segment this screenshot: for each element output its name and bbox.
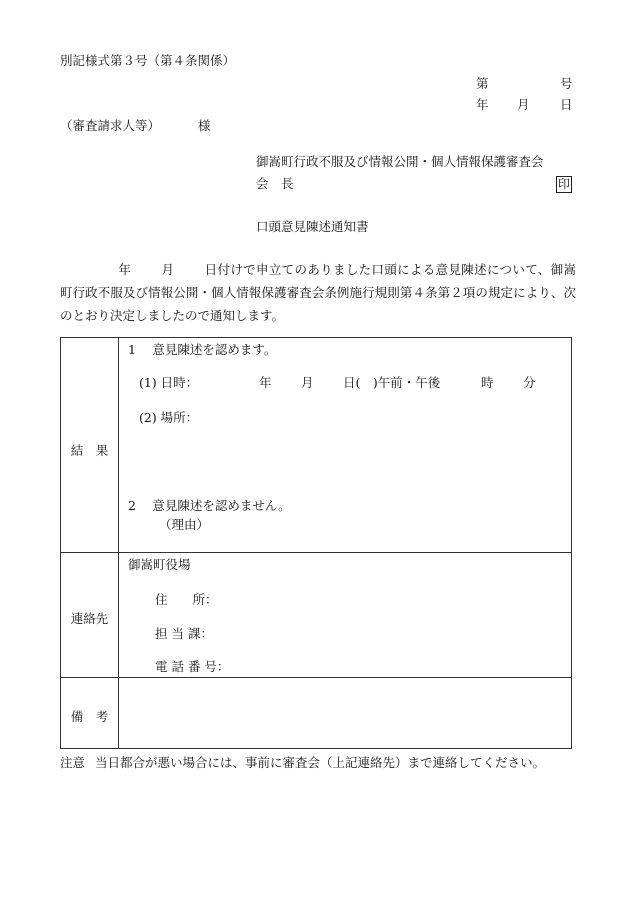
date-day: 日 [560,97,573,112]
datetime-label: (1) 日時： [139,375,199,390]
date-year: 年 [476,97,489,112]
footer-note [60,752,580,774]
body-year: 年 [118,262,132,277]
result-row [61,338,572,553]
contact-content-cell [119,553,572,678]
date-month: 月 [517,97,530,112]
result-label-cell [61,338,119,553]
body-text1: 日付けで申立てのありました口頭による意見陳述について、 [204,262,551,277]
remarks-content-cell [119,678,572,749]
contact-org: 御嵩町役場 [128,557,191,572]
form-id: 別記様式第３号（第４条関係） [60,53,236,68]
item-allow: 1 意見陳述を認めます。 [128,342,277,357]
phone-label: 電 話 番 号： [155,659,230,674]
body-month: 月 [161,262,175,277]
contact-label-cell [61,553,119,678]
dt-day-ampm: 日( )午前・午後 [343,375,441,390]
addressee: （審査請求人等） [60,118,161,133]
body-paragraph [60,258,576,327]
issuer-org: 御嵩町行政不服及び情報公開・個人情報保護審査会 [256,154,544,169]
reason-label: （理由） [159,517,210,532]
address-label: 住 所： [155,592,218,607]
result-label: 結 果 [70,443,109,458]
remarks-label: 備 考 [70,709,109,724]
dt-minute: 分 [523,375,536,390]
issuer-title: 会 長 [256,176,294,191]
body-text2: 御嵩町行政不服及び情報公開・個人情報保護審査会条例施行規則第４条第２項の規定により、次のとおり決定しましたので通知します。 [60,262,576,323]
dept-label: 担 当 課： [155,626,213,641]
dt-month: 月 [301,375,314,390]
decision-table [60,337,572,749]
note-prefix: 注意 [60,755,86,770]
seal-text: 印 [556,176,572,193]
remarks-row [61,678,572,749]
remarks-label-cell [61,678,119,749]
note-text: 当日都合が悪い場合には、事前に審査会（上記連絡先）まで連絡してください。 [95,755,546,770]
dt-hour: 時 [481,375,494,390]
document-title: 口頭意見陳述通知書 [256,219,369,234]
result-content-cell [119,338,572,553]
item-deny: 2 意見陳述を認めません。 [128,498,291,513]
addressee-suffix: 様 [198,118,211,133]
number-suffix: 号 [560,76,573,91]
dt-year: 年 [259,375,272,390]
contact-row [61,553,572,678]
contact-label: 連絡先 [70,611,109,626]
place-label: (2) 場所： [139,410,199,425]
number-label: 第 [476,76,489,91]
seal-mark [556,176,572,193]
